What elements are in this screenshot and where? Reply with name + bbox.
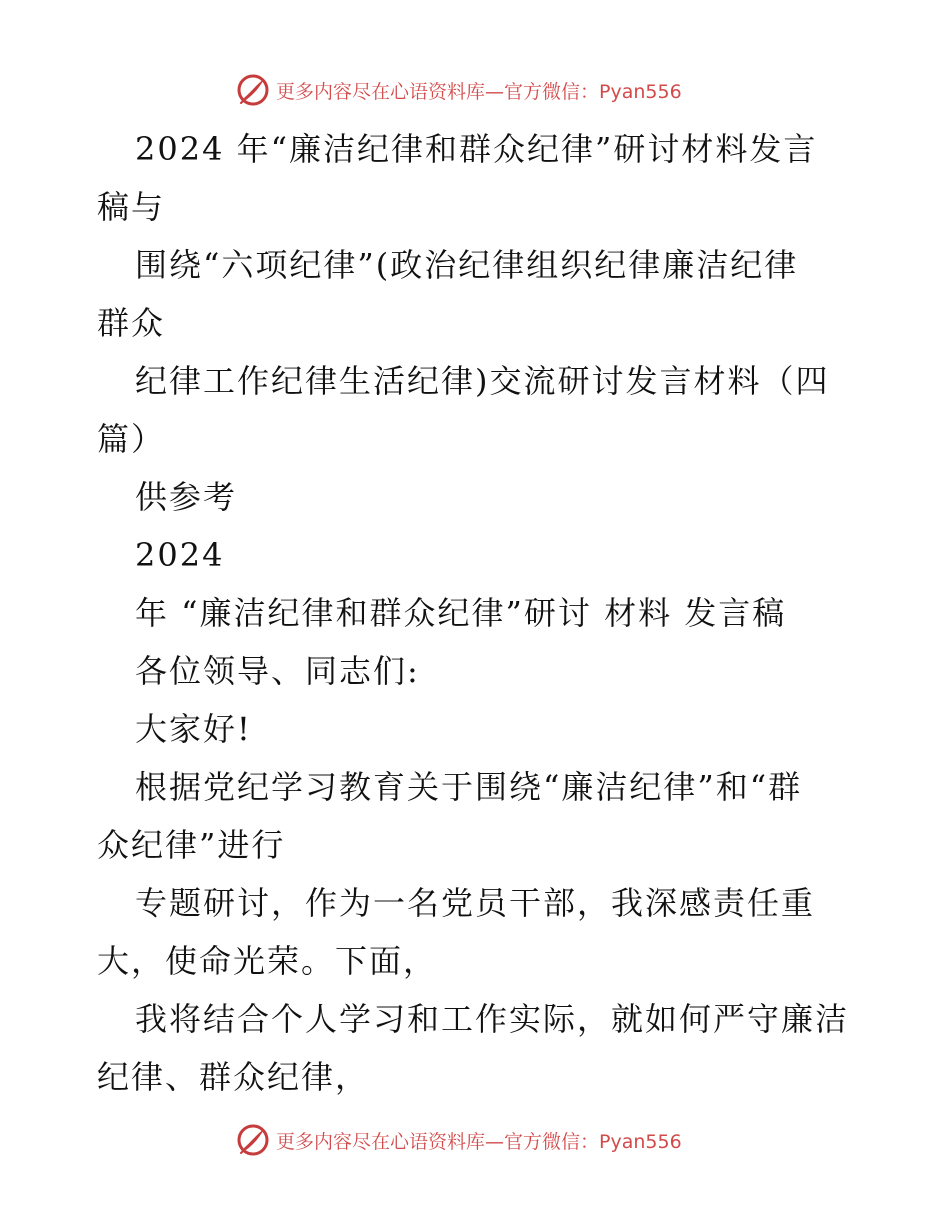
footer-banner-text: 更多内容尽在心语资料库—官方微信：Pyan556: [276, 1130, 682, 1153]
header-banner-text: 更多内容尽在心语资料库—官方微信：Pyan556: [276, 80, 682, 103]
title-line-6: 篇）: [97, 420, 166, 458]
paragraph-line-3: 专题研讨，作为一名党员干部，我深感责任重: [135, 884, 816, 922]
paragraph-line-2: 众纪律”进行: [97, 826, 286, 864]
paragraph-line-6: 纪律、群众纪律，: [97, 1058, 370, 1096]
document-body: [97, 120, 857, 1106]
greeting: 大家好!: [135, 710, 252, 748]
paragraph-line-4: 大，使命光荣。下面，: [97, 942, 438, 980]
paragraph-line-5: 我将结合个人学习和工作实际，就如何严守廉洁: [135, 1000, 850, 1038]
year-line: 2024: [135, 536, 225, 574]
quill-pen-logo-icon: [236, 1123, 270, 1157]
title-line-3: 围绕“六项纪律”(政治纪律组织纪律廉洁纪律: [135, 246, 799, 284]
title-line-1: 2024 年“廉洁纪律和群众纪律”研讨材料发言: [135, 130, 818, 168]
title-line-5: 纪律工作纪律生活纪律)交流研讨发言材料（四: [135, 362, 830, 400]
paragraph-line-1: 根据党纪学习教育关于围绕“廉洁纪律”和“群: [135, 768, 803, 806]
title-line-4: 群众: [97, 304, 166, 342]
header-banner: [236, 72, 716, 108]
quill-pen-logo-icon: [236, 73, 270, 107]
title-line-2: 稿与: [97, 188, 166, 226]
footer-banner: [236, 1122, 716, 1158]
speech-title: 年 “廉洁纪律和群众纪律”研讨 材料 发言稿: [135, 594, 787, 632]
salutation: 各位领导、同志们:: [135, 652, 420, 690]
reference-note: 供参考: [135, 478, 238, 516]
